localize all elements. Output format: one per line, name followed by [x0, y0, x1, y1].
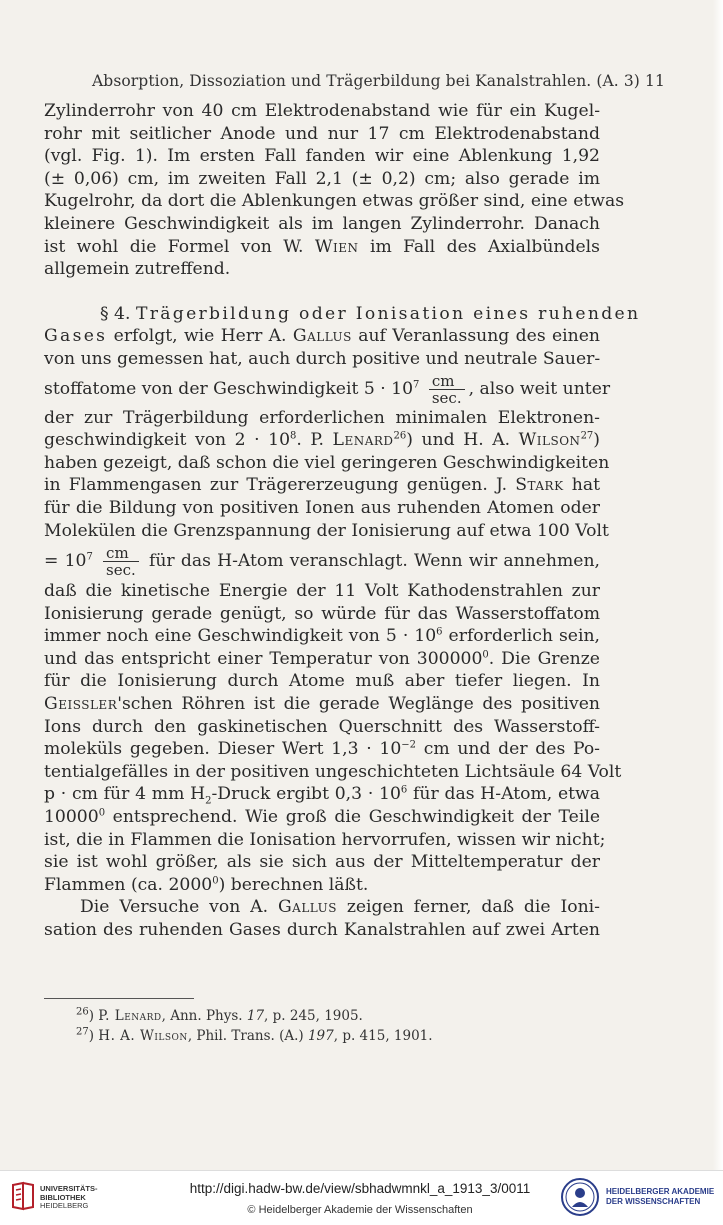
author-name: Wien	[314, 236, 359, 257]
text-line: ist wohl die Formel von W. Wien im Fall des Axialbündels	[44, 236, 600, 257]
text-line: Geissler'schen Röhren ist die gerade Weglänge des positiven	[44, 694, 600, 715]
footnote-ref: 26	[393, 430, 407, 442]
text-line: immer noch eine Geschwindigkeit von $5 \cdot 10^6$ erforderlich sein,	[44, 626, 600, 647]
text-line: daß die kinetische Energie der 11 Volt Kathodenstrahlen zur	[44, 581, 600, 602]
text-line: in Flammengasen zur Trägererzeugung genügen. J. Stark hat	[44, 475, 601, 496]
text-line: Zylinderrohr von 40 cm Elektrodenabstand wie für ein Kugel-	[44, 101, 600, 121]
text-line: stoffatome von der Geschwindigkeit $5 \cdot 10^7$ $\frac{cm}{\sec.}$ , also weit unter	[44, 371, 611, 407]
university-library-name: UNIVERSITÄTS- BIBLIOTHEK HEIDELBERG	[40, 1184, 98, 1210]
author-name: Stark	[515, 475, 564, 496]
author-name: Geissler	[44, 694, 118, 715]
text-line: kleinere Geschwindigkeit als im langen Zylinderrohr. Danach	[44, 213, 600, 234]
text-line: ist, die in Flammen die Ionisation hervorrufen, wissen wir nicht;	[44, 829, 606, 850]
academy-seal-icon	[560, 1177, 600, 1217]
copyright-notice: © Heidelberger Akademie der Wissenschaften	[247, 1204, 473, 1216]
author-name: Lenard	[332, 430, 394, 451]
page-edge	[713, 0, 723, 1170]
section-title: Trägerbildung oder Ionisation eines ruhenden	[135, 303, 641, 324]
footnote: $^{27}$) H. A. Wilson, Phil. Trans. (A.) 197, p. 415, 1901.	[76, 1026, 433, 1044]
text-line: sie ist wohl größer, als sie sich aus der Mitteltemperatur der	[44, 852, 600, 873]
academy-name: HEIDELBERGER AKADEMIE DER WISSENSCHAFTEN	[606, 1187, 715, 1206]
text-line: haben gezeigt, daß schon die viel geringeren Geschwindigkeiten	[44, 452, 610, 473]
text-line: für die Bildung von positiven Ionen aus ruhenden Atomen oder	[44, 497, 600, 518]
text-line: (± 0,06) cm, im zweiten Fall 2,1 (± 0,2) cm; also gerade im	[44, 168, 600, 189]
text-line: allgemein zutreffend.	[44, 259, 231, 280]
text-line: für die Ionisierung durch Atome muß aber tiefer liegen. In	[44, 671, 600, 692]
footnote: $^{26}$) P. Lenard, Ann. Phys. 17, p. 245, 1905.	[76, 1006, 363, 1024]
text-line: 10000$^0$ entsprechend. Wie groß die Geschwindigkeit der Teile	[44, 807, 600, 828]
text-line: geschwindigkeit von $2 \cdot 10^8$. P. Lenard$^{26}$) und H. A. Wilson$^{27}$)	[44, 430, 601, 451]
text-line: Ions durch den gaskinetischen Querschnitt des Wasserstoff-	[44, 716, 600, 737]
text-line: der zur Trägerbildung erforderlichen minimalen Elektronen-	[44, 407, 600, 428]
text-line: Molekülen die Grenzspannung der Ionisierung auf etwa 100 Volt	[44, 520, 609, 541]
text-line: (vgl. Fig. 1). Im ersten Fall fanden wir eine Ablenkung 1,92	[44, 146, 600, 167]
text-line: p · cm für 4 mm $H_2$-Druck ergibt $0,3 \cdot 10^6$ für das H-Atom, etwa	[44, 784, 601, 807]
unit-fraction: $\frac{cm}{\sec.}$	[429, 373, 465, 406]
text-line: und das entspricht einer Temperatur von 300000$^0$. Die Grenze	[44, 648, 600, 669]
text-line: Kugelrohr, da dort die Ablenkungen etwas größer sind, eine etwas	[44, 191, 625, 212]
university-library-logo-icon	[10, 1181, 36, 1211]
section-number: § 4.	[100, 303, 131, 324]
author-name: Gallus	[292, 326, 352, 347]
footnote-rule	[44, 998, 194, 999]
author-name: Gallus	[277, 897, 337, 918]
section-heading-line	[44, 303, 641, 326]
running-header: Absorption, Dissoziation und Trägerbildung bei Kanalstrahlen. (A. 3) 11	[92, 72, 665, 90]
text-line: rohr mit seitlicher Anode und nur 17 cm Elektrodenabstand	[44, 123, 600, 144]
author-name: Wilson	[518, 430, 581, 451]
unit-fraction: $\frac{cm}{\sec.}$	[103, 545, 139, 578]
text-line: Gases erfolgt, wie Herr A. Gallus auf Veranlassung des einen	[44, 326, 600, 347]
body-text	[44, 100, 641, 942]
text-line: Ionisierung gerade genügt, so würde für das Wasserstoffatom	[44, 603, 600, 624]
footnotes	[76, 1006, 433, 1046]
text-line: tentialgefälles in der positiven ungeschichteten Lichtsäule 64 Volt	[44, 761, 622, 782]
permalink-url[interactable]: http://digi.hadw-bw.de/view/sbhadwmnkl_a_1913_3/0011	[189, 1181, 531, 1196]
text-line: moleküls gegeben. Dieser Wert $1,3 \cdot 10^{-2}$ cm und der des Po-	[44, 739, 600, 760]
text-line: Die Versuche von A. Gallus zeigen ferner, daß die Ioni-	[80, 897, 600, 918]
text-line: = $10^7$ $\frac{cm}{\sec.}$ für das H-Atom veranschlagt. Wenn wir annehmen,	[44, 544, 600, 580]
footnote-ref: 27	[580, 430, 594, 442]
text-line: Flammen (ca. 2000$^0$) berechnen läßt.	[44, 874, 369, 895]
text-line: sation des ruhenden Gases durch Kanalstrahlen auf zwei Arten	[44, 920, 600, 940]
viewer-footer	[0, 1170, 723, 1225]
text-line: von uns gemessen hat, auch durch positive und neutrale Sauer-	[44, 348, 601, 369]
